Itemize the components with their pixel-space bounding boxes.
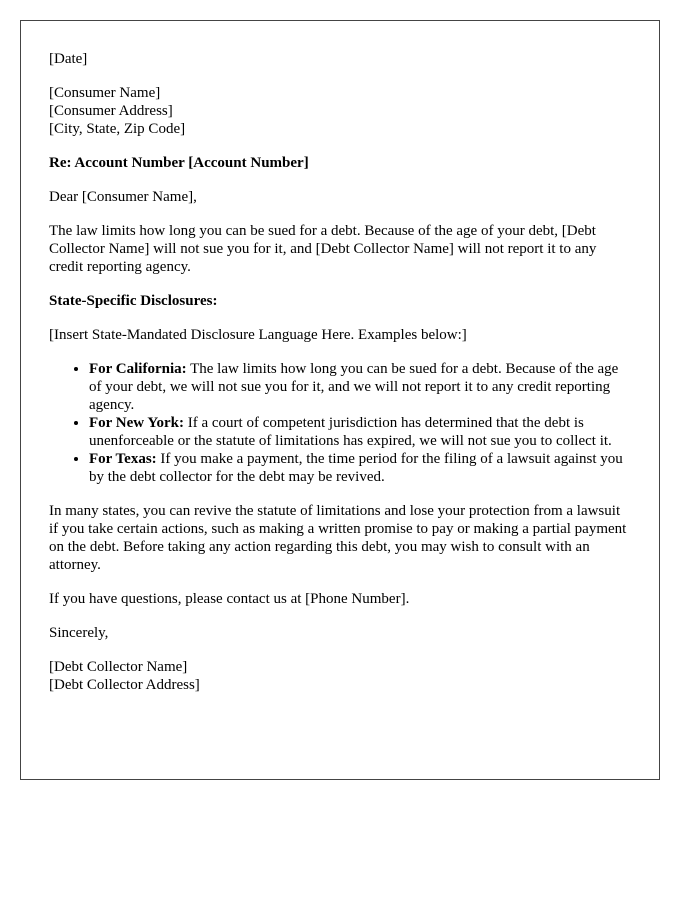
revival-warning-paragraph: In many states, you can revive the statute of limitations and lose your protection from a lawsuit if you take certain actions, such as making a written promise to pay or making a partial payment on the debt. Before taking any action regarding this debt, you may wish to consult with an attorney. [49,503,627,573]
recipient-city-state-zip: [City, State, Zip Code] [49,121,186,137]
sender-address: [Debt Collector Address] [49,677,200,693]
date-line [49,50,631,68]
disclosures-intro: [Insert State-Mandated Disclosure Language Here. Examples below:] [49,327,467,343]
disclosure-state: For Texas: [89,451,157,467]
disclosure-text: The law limits how long you can be sued for a debt. Because of the age of your debt, we will not sue you for it, and we will not report it to any credit reporting agency. [89,361,619,413]
recipient-name: [Consumer Name] [49,85,161,101]
recipient-address-block [49,84,631,138]
disclosure-state: For New York: [89,415,184,431]
disclosure-item-california [89,360,631,414]
sender-name: [Debt Collector Name] [49,659,188,675]
letter-page [20,20,660,780]
recipient-address: [Consumer Address] [49,103,173,119]
disclosure-item-new-york [89,414,631,450]
closing: Sincerely, [49,625,109,641]
disclosure-item-texas [89,450,631,486]
disclosures-heading: State-Specific Disclosures: [49,293,218,309]
disclosure-state: For California: [89,361,187,377]
disclosures-list [49,360,631,486]
contact-paragraph: If you have questions, please contact us at [Phone Number]. [49,591,410,607]
disclosure-text: If a court of competent jurisdiction has determined that the debt is unenforceable or the statute of limitations has expired, we will not sue you to collect it. [89,415,612,449]
re-line: Re: Account Number [Account Number] [49,155,309,171]
sender-block [49,658,631,694]
date: [Date] [49,51,88,67]
disclosure-text: If you make a payment, the time period for the filing of a lawsuit against you by the debt collector for the debt may be revived. [89,451,623,485]
intro-paragraph: The law limits how long you can be sued for a debt. Because of the age of your debt, [Debt Collector Name] will not sue you for it, and [Debt Collector Name] will not report it to any credit reporting agency. [49,223,597,275]
salutation: Dear [Consumer Name], [49,189,197,205]
